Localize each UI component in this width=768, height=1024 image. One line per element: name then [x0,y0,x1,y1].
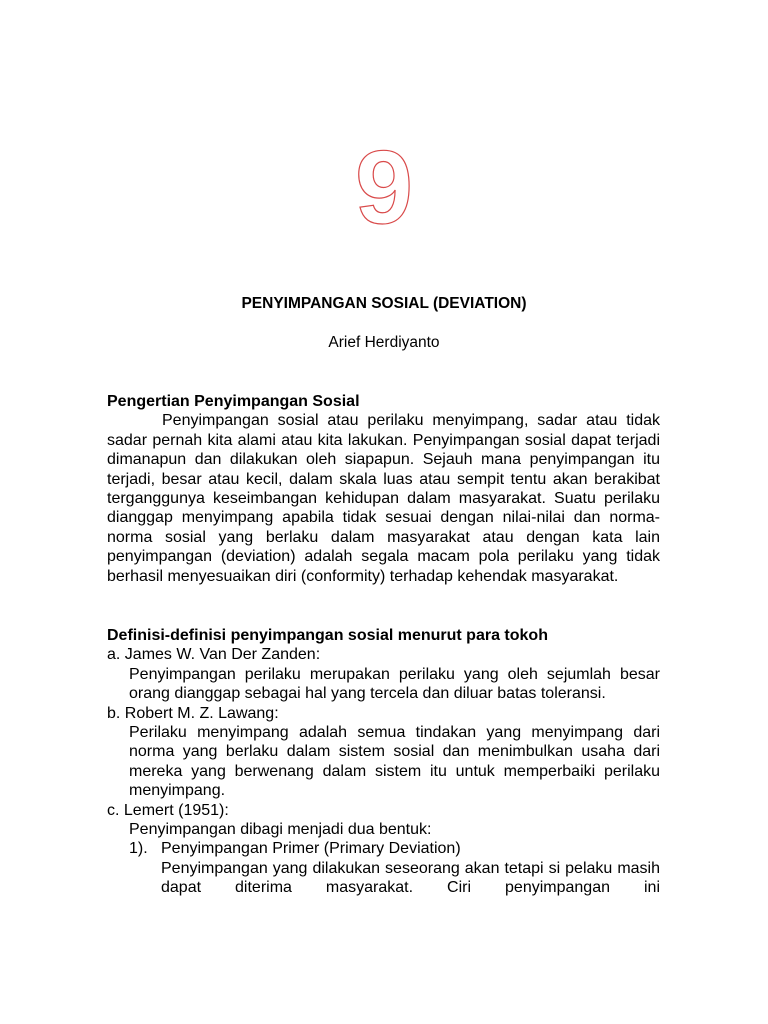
sub-list-text: Penyimpangan yang dilakukan seseorang akan tetapi si pelaku masih dapat diterima masyarakat. Ciri penyimpangan ini [161,859,660,897]
document-author: Arief Herdiyanto [328,334,440,351]
list-item-label: b. Robert M. Z. Lawang: [107,704,279,722]
section-heading: Definisi-definisi penyimpangan sosial menurut para tokoh [107,627,548,644]
document-title: PENYIMPANGAN SOSIAL (DEVIATION) [241,295,527,312]
section-definition [107,392,660,586]
list-item-label: a. James W. Van Der Zanden: [107,646,321,664]
list-item-label: c. Lemert (1951): [107,801,229,819]
sub-list-item [129,839,660,858]
sub-list-number: 1). [129,840,148,858]
chapter-number: 9 [355,130,413,246]
section-paragraph: Penyimpangan sosial atau perilaku menyimpang, sadar atau tidak sadar pernah kita alami atau kita lakukan. Penyimpangan sosial dapat terjadi dimanapun dan dilakukan oleh siapapun. Sejauh mana penyimpangan itu terjadi, besar atau kecil, dalam skala luas atau sempit tentu akan berakibat terganggunya keseimbangan kehidupan dalam masyarakat. Suatu perilaku dianggap menyimpang apabila tidak sesuai dengan nilai-nilai dan norma-norma sosial yang berlaku dalam masyarakat atau dengan kata lain penyimpangan (deviation) adalah segala macam pola perilaku yang tidak berhasil menyesuaikan diri (conformity) terhadap kehendak masyarakat. [107,412,660,585]
list-item-text: Penyimpangan dibagi menjadi dua bentuk: [129,821,432,839]
list-item-text: Penyimpangan perilaku merupakan perilaku yang oleh sejumlah besar orang dianggap sebagai hal yang tercela dan diluar batas toleransi. [129,665,660,703]
section-heading: Pengertian Penyimpangan Sosial [107,393,360,410]
section-experts [107,626,660,898]
list-item-text: Perilaku menyimpang adalah semua tindakan yang menyimpang dari norma yang berlaku dalam sistem sosial dan menimbulkan usaha dari mereka yang berwenang dalam sistem itu untuk memperbaiki perilaku menyimpang. [129,724,660,800]
sub-list-label: Penyimpangan Primer (Primary Deviation) [161,840,461,858]
